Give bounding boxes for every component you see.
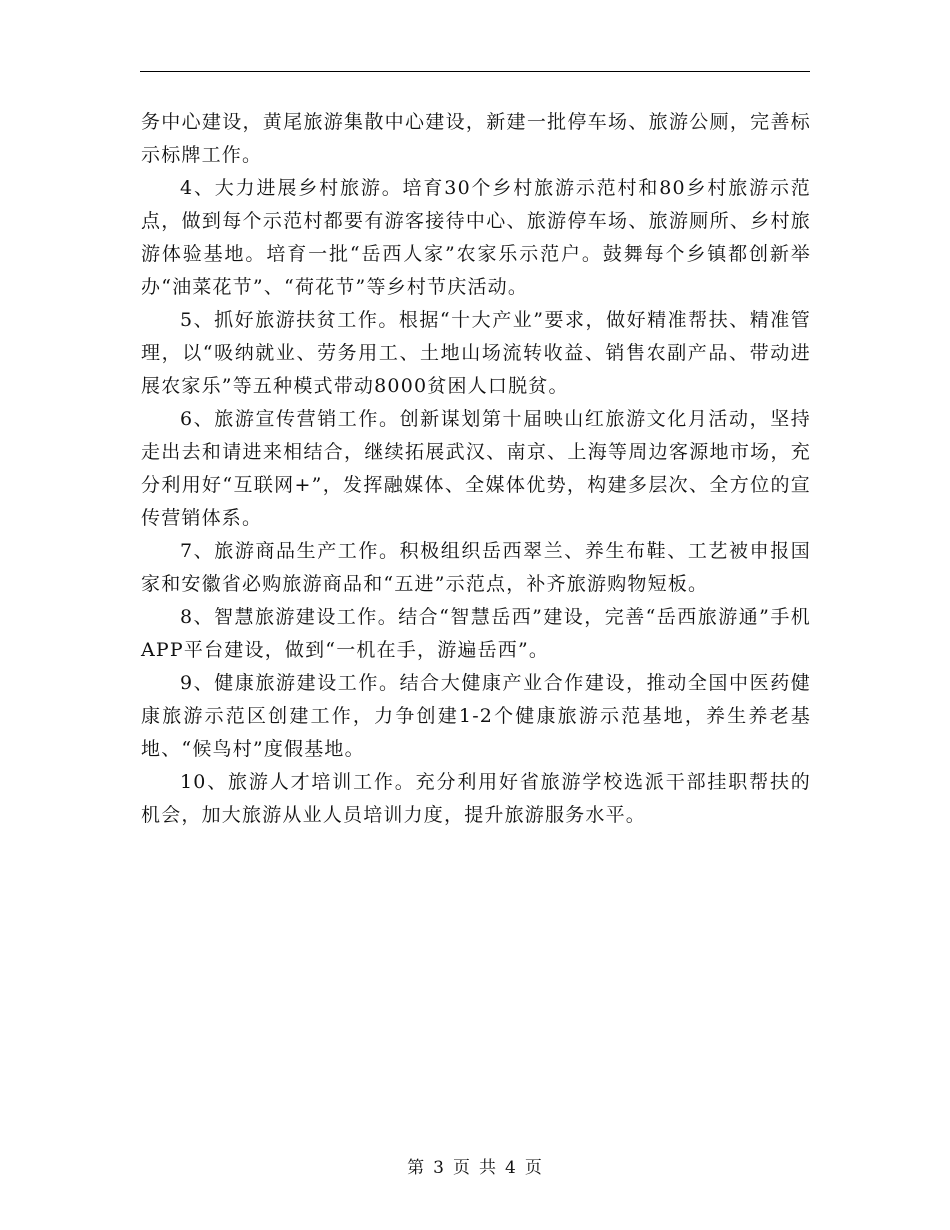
paragraph: 8、智慧旅游建设工作。结合“智慧岳西”建设，完善“岳西旅游通”手机APP平台建设，做到“一机在手，游遍岳西”。 <box>141 606 811 661</box>
header-rule <box>140 71 810 72</box>
footer-label-total: 共 <box>479 1158 497 1178</box>
paragraph: 6、旅游宣传营销工作。创新谋划第十届映山红旅游文化月活动，坚持走出去和请进来相结合，继续拓展武汉、南京、上海等周边客源地市场，充分利用好“互联网+”，发挥融媒体、全媒体优势，构建多层次、全方位的宣传营销体系。 <box>141 408 811 529</box>
paragraph: 9、健康旅游建设工作。结合大健康产业合作建设，推动全国中医药健康旅游示范区创建工作，力争创建1-2个健康旅游示范基地，养生养老基地、“候鸟村”度假基地。 <box>141 672 811 760</box>
paragraph: 10、旅游人才培训工作。充分利用好省旅游学校选派干部挂职帮扶的机会，加大旅游从业人员培训力度，提升旅游服务水平。 <box>141 771 811 826</box>
footer-total-pages: 4 <box>505 1158 517 1178</box>
page-footer <box>0 1153 950 1178</box>
document-body <box>141 106 811 832</box>
paragraph: 4、大力进展乡村旅游。培育30个乡村旅游示范村和80乡村旅游示范点，做到每个示范村都要有游客接待中心、旅游停车场、旅游厕所、乡村旅游体验基地。培育一批“岳西人家”农家乐示范户。鼓舞每个乡镇都创新举办“油菜花节”、“荷花节”等乡村节庆活动。 <box>141 177 811 298</box>
footer-label-after: 页 <box>524 1158 543 1178</box>
paragraph: 5、抓好旅游扶贫工作。根据“十大产业”要求，做好精准帮扶、精准管理，以“吸纳就业、劳务用工、土地山场流转收益、销售农副产品、带动进展农家乐”等五种模式带动8000贫困人口脱贫。 <box>141 309 811 397</box>
footer-label-before: 第 <box>407 1158 426 1178</box>
paragraph: 7、旅游商品生产工作。积极组织岳西翠兰、养生布鞋、工艺被申报国家和安徽省必购旅游商品和“五进”示范点，补齐旅游购物短板。 <box>141 540 811 595</box>
paragraph: 务中心建设，黄尾旅游集散中心建设，新建一批停车场、旅游公厕，完善标示标牌工作。 <box>141 111 811 166</box>
footer-label-page: 页 <box>453 1158 471 1178</box>
footer-current-page: 3 <box>433 1158 445 1178</box>
